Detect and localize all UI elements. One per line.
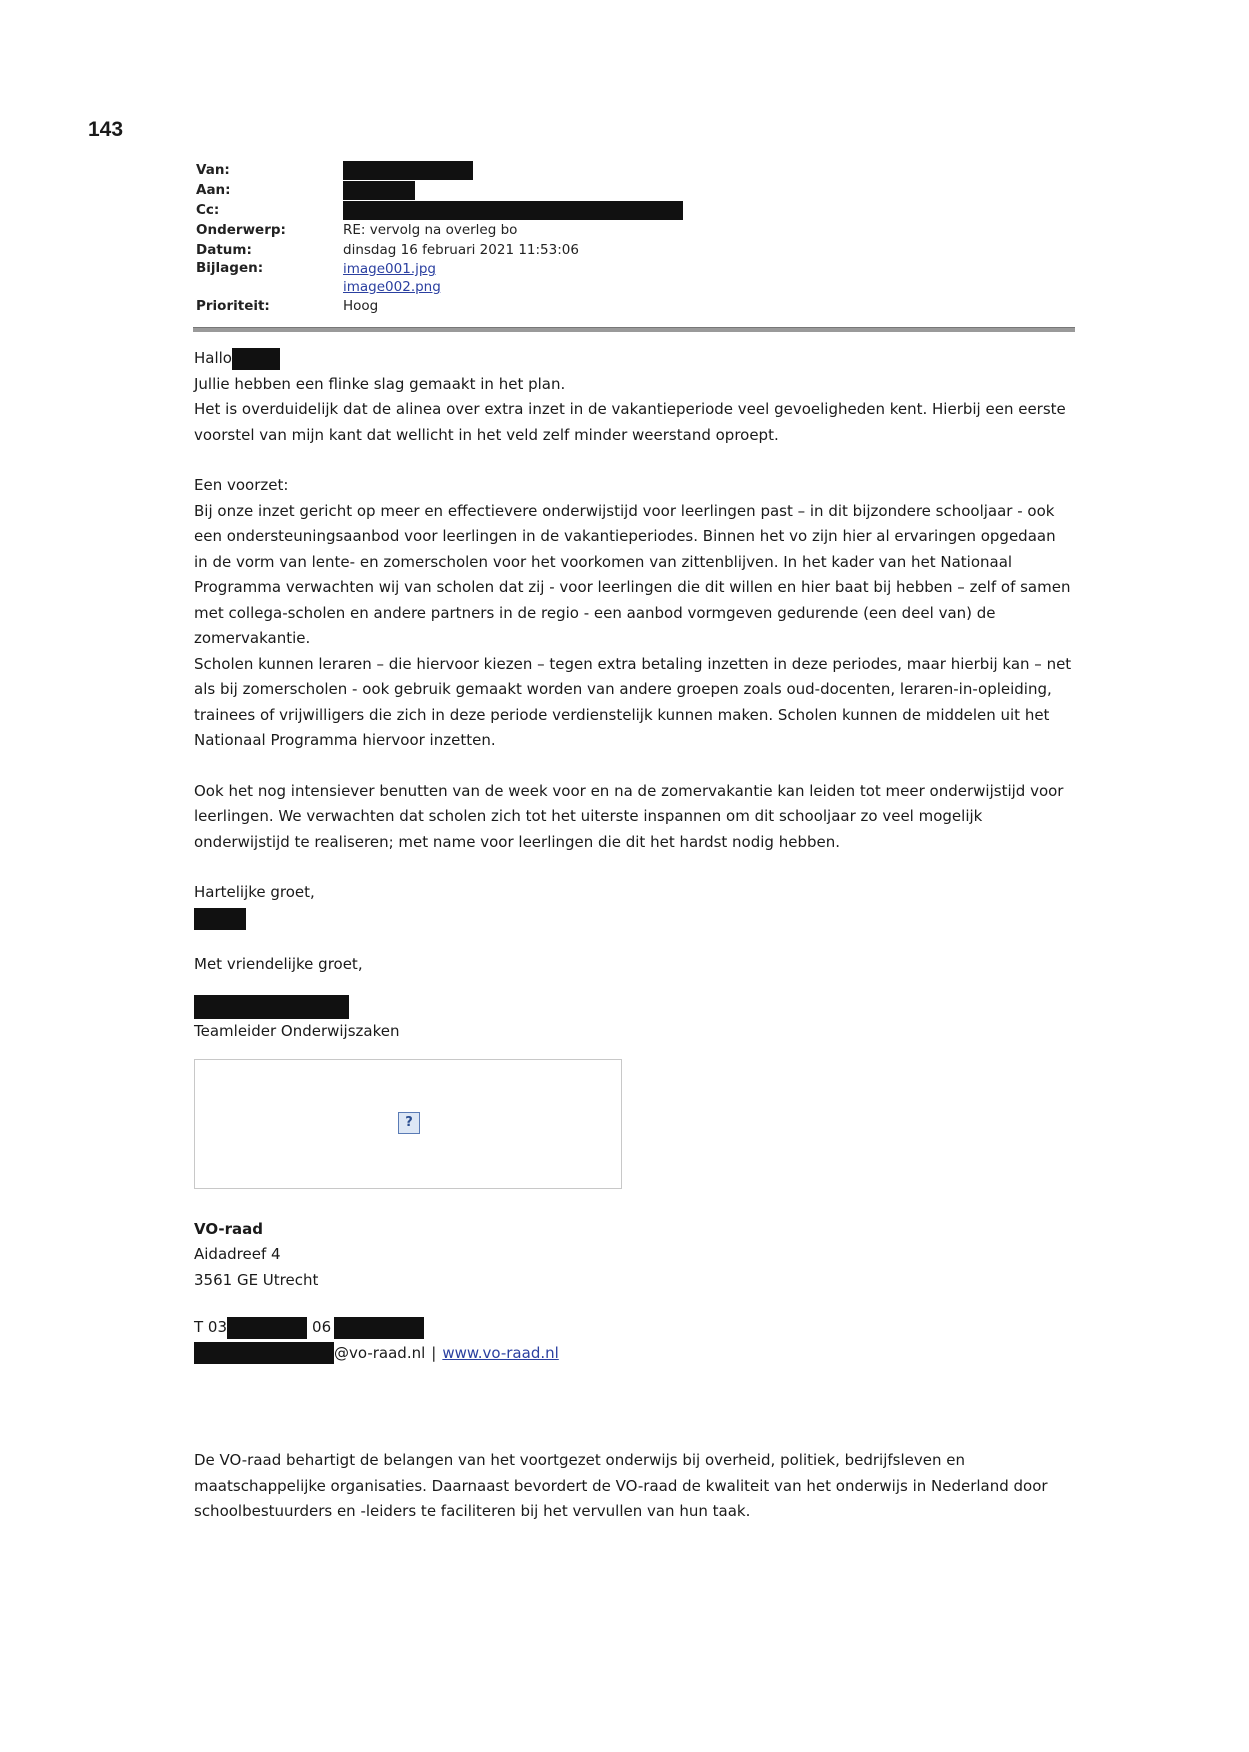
date-value: dinsdag 16 februari 2021 11:53:06 — [343, 242, 579, 258]
date-label: Datum: — [196, 242, 252, 258]
email-body — [194, 346, 1074, 1525]
website-link[interactable]: www.vo-raad.nl — [442, 1343, 559, 1362]
greeting-line — [194, 346, 1074, 372]
cc-row — [196, 200, 1076, 220]
priority-label: Prioriteit: — [196, 298, 270, 314]
phone-redacted — [227, 1317, 307, 1339]
attachment-link[interactable]: image001.jpg — [343, 261, 436, 277]
subject-row — [196, 220, 1076, 240]
greeting: Hallo — [194, 349, 232, 367]
email-domain: @vo-raad.nl — [334, 1343, 426, 1362]
intro-line: Jullie hebben een flinke slag gemaakt in het plan. — [194, 374, 566, 393]
attachments-label: Bijlagen: — [196, 260, 264, 276]
closing-hartelijke: Hartelijke groet, — [194, 883, 315, 901]
voorzet-paragraph-2: Scholen kunnen leraren – die hiervoor kiezen – tegen extra betaling inzetten in deze periodes, maar hierbij kan – net als bij zomerscholen - ook gebruik gemaakt worden van andere groepen zoals oud-docenten, leraren-in-opleiding, trainees of vrijwilligers die zich in deze periode verdienstelijk kunnen maken. Scholen kunnen de middelen uit het Nationaal Programma hiervoor inzetten. — [194, 654, 1072, 749]
closing-vriendelijke: Met vriendelijke groet, — [194, 954, 363, 973]
email-header — [196, 160, 1076, 316]
subject-value: RE: vervolg na overleg bo — [343, 222, 518, 238]
footer-text: De VO-raad behartigt de belangen van het voortgezet onderwijs bij overheid, politiek, bedrijfsleven en maatschappelijke organisaties. Daarnaast bevordert de VO-raad de kwaliteit van het onderwijs in Nederland door schoolbestuurders en -leiders te faciliteren bij het vervullen van hun taak. — [194, 1451, 1048, 1520]
mobile-redacted — [334, 1317, 424, 1339]
phone-prefix: T 03 — [194, 1318, 228, 1336]
signature-image-placeholder — [194, 1059, 622, 1189]
attachments-row — [196, 260, 1076, 296]
paragraph-3: Ook het nog intensiever benutten van de week voor en na de zomervakantie kan leiden tot meer onderwijstijd voor leerlingen. We verwachten dat scholen zich tot het uiterste inspannen om dit schooljaar zo veel mogelijk onderwijstijd te realiseren; met name voor leerlingen die dit het hardst nodig hebben. — [194, 781, 1064, 851]
subject-label: Onderwerp: — [196, 222, 286, 238]
header-divider — [193, 327, 1075, 332]
attachments-list — [343, 260, 441, 296]
attachment-link[interactable]: image002.png — [343, 279, 441, 295]
priority-value: Hoog — [343, 298, 379, 314]
page-number: 143 — [88, 118, 124, 141]
cc-redacted — [343, 201, 683, 220]
mobile-prefix: 06 — [312, 1318, 332, 1336]
signature-phone-line — [194, 1315, 1074, 1341]
signature-address-2: 3561 GE Utrecht — [194, 1270, 319, 1289]
from-redacted — [343, 161, 473, 180]
cc-label: Cc: — [196, 202, 220, 218]
to-label: Aan: — [196, 182, 231, 198]
voorzet-label: Een voorzet: — [194, 476, 289, 494]
signature-email-line — [194, 1341, 1074, 1367]
closing-name-redacted — [194, 908, 246, 930]
to-redacted — [343, 181, 415, 200]
intro-paragraph: Het is overduidelijk dat de alinea over extra inzet in de vakantieperiode veel gevoeligheden kent. Hierbij een eerste voorstel van mijn kant dat wellicht in het veld zelf minder weerstand oproept. — [194, 400, 1066, 444]
from-label: Van: — [196, 162, 230, 178]
voorzet-paragraph-1: Bij onze inzet gericht op meer en effectievere onderwijstijd voor leerlingen past – in dit bijzondere schooljaar - ook een ondersteuningsaanbod voor leerlingen in de vakantieperiodes. Binnen het vo zijn hier al ervaringen opgedaan in de vorm van lente- en zomerscholen voor het voorkomen van zittenblijven. In het kader van het Nationaal Programma verwachten wij van scholen dat zij - voor leerlingen die dit willen en hier baat bij hebben – zelf of samen met collega-scholen en andere partners in de regio - een aanbod vormgeven gedurende (een deel van) de zomervakantie. — [194, 501, 1071, 647]
email-redacted — [194, 1342, 334, 1364]
sender-role: Teamleider Onderwijszaken — [194, 1022, 400, 1040]
sender-name-redacted — [194, 995, 349, 1019]
from-row — [196, 160, 1076, 180]
greeting-name-redacted — [232, 348, 280, 370]
signature-org: VO-raad — [194, 1219, 263, 1238]
to-row — [196, 180, 1076, 200]
date-row — [196, 240, 1076, 260]
separator: | — [431, 1343, 437, 1362]
broken-image-icon: ? — [398, 1112, 420, 1134]
signature-address-1: Aidadreef 4 — [194, 1245, 281, 1263]
priority-row — [196, 296, 1076, 316]
